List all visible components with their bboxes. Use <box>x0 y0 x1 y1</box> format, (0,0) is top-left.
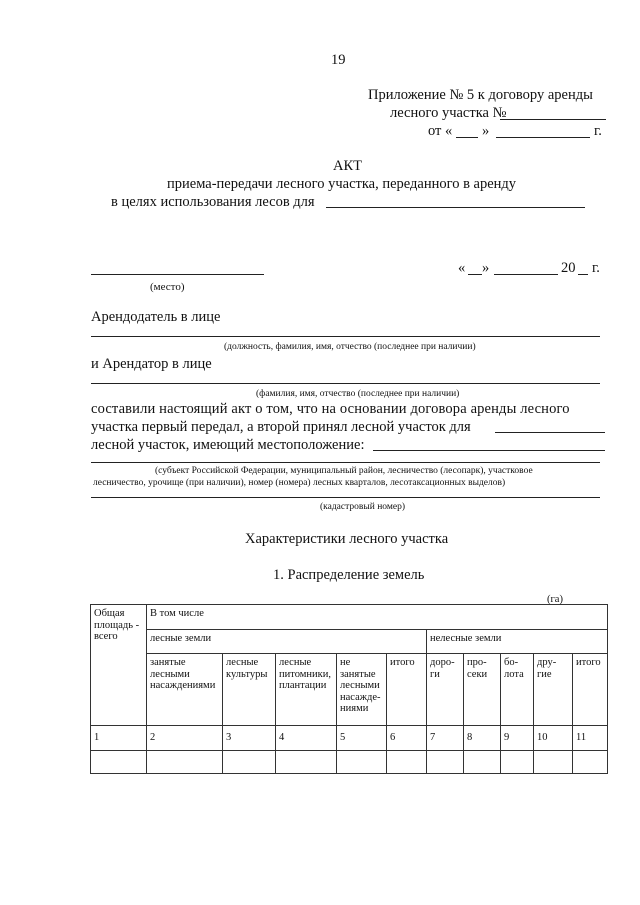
including-header: В том числе <box>147 605 608 630</box>
body-line-1: составили настоящий акт о том, что на основании договора аренды лесного <box>91 401 570 417</box>
appendix-day-field[interactable] <box>456 137 478 138</box>
act-month-field[interactable] <box>494 274 558 275</box>
act-subtitle-1: приема-передачи лесного участка, переданного в аренду <box>167 176 517 192</box>
location-hint-2: лесничество, урочище (при наличии), номер (номера) лесных кварталов, лесотаксационных выделов) <box>93 478 506 488</box>
location-hint-1: (субъект Российской Федерации, муниципальный район, лесничество (лесопарк), участковое <box>155 466 533 476</box>
column-header: итого <box>387 654 427 726</box>
data-cell[interactable] <box>387 751 427 774</box>
total-area-header: Общая площадь - всего <box>91 605 147 726</box>
date-close-quote: » <box>482 260 490 276</box>
column-header: занятые лесными насаждениями <box>147 654 223 726</box>
lessee-hint: (фамилия, имя, отчество (последнее при наличии) <box>256 389 460 399</box>
lessee-label: и Арендатор в лице <box>91 356 212 372</box>
column-header: дру-гие <box>534 654 573 726</box>
data-cell[interactable] <box>223 751 276 774</box>
column-number: 1 <box>91 726 147 751</box>
column-number: 5 <box>337 726 387 751</box>
column-header: не занятые лесными насажде-ниями <box>337 654 387 726</box>
column-header: бо-лота <box>501 654 534 726</box>
column-number: 11 <box>573 726 608 751</box>
year-suffix: г. <box>592 260 600 276</box>
place-label: (место) <box>150 281 185 293</box>
act-year-field[interactable] <box>578 274 588 275</box>
column-header: доро-ги <box>427 654 464 726</box>
lessor-label: Арендодатель в лице <box>91 309 221 325</box>
data-cell[interactable] <box>276 751 337 774</box>
purpose-field[interactable] <box>326 207 585 208</box>
cadastral-field[interactable] <box>91 497 600 498</box>
data-cell[interactable] <box>337 751 387 774</box>
place-field[interactable] <box>91 274 264 275</box>
column-number: 4 <box>276 726 337 751</box>
cadastral-hint: (кадастровый номер) <box>320 502 406 512</box>
appendix-line-1: Приложение № 5 к договору аренды <box>368 87 593 103</box>
appendix-date-prefix: от « <box>428 123 453 139</box>
lessee-field[interactable] <box>91 383 600 384</box>
lessor-hint: (должность, фамилия, имя, отчество (последнее при наличии) <box>224 342 476 352</box>
column-number: 9 <box>501 726 534 751</box>
column-header: лесные питомники, плантации <box>276 654 337 726</box>
contract-number-field[interactable] <box>500 119 606 120</box>
location-field-2[interactable] <box>91 462 600 463</box>
data-cell[interactable] <box>534 751 573 774</box>
data-cell[interactable] <box>427 751 464 774</box>
column-number: 3 <box>223 726 276 751</box>
act-subtitle-2: в целях использования лесов для <box>111 194 315 210</box>
nonforest-lands-header: нелесные земли <box>427 630 608 654</box>
appendix-date-suffix: г. <box>594 123 602 139</box>
column-number: 6 <box>387 726 427 751</box>
section-title: Характеристики лесного участка <box>245 531 449 547</box>
column-header: лесные культуры <box>223 654 276 726</box>
act-day-field[interactable] <box>468 274 482 275</box>
land-distribution-table <box>90 604 608 774</box>
purpose-field-2[interactable] <box>495 432 605 433</box>
appendix-month-field[interactable] <box>496 137 590 138</box>
year-prefix: 20 <box>561 260 576 276</box>
lessor-field[interactable] <box>91 336 600 337</box>
data-cell[interactable] <box>147 751 223 774</box>
column-number: 8 <box>464 726 501 751</box>
table-title: 1. Распределение земель <box>273 567 425 583</box>
body-line-3: лесной участок, имеющий местоположение: <box>91 437 365 453</box>
data-cell[interactable] <box>464 751 501 774</box>
body-line-2: участка первый передал, а второй принял лесной участок для <box>91 419 471 435</box>
data-cell[interactable] <box>573 751 608 774</box>
act-title: АКТ <box>333 158 362 174</box>
column-header: итого <box>573 654 608 726</box>
unit-label: (га) <box>547 594 563 605</box>
location-field[interactable] <box>373 450 605 451</box>
data-cell[interactable] <box>501 751 534 774</box>
column-number: 10 <box>534 726 573 751</box>
column-number: 7 <box>427 726 464 751</box>
page-number: 19 <box>331 52 346 68</box>
data-cell[interactable] <box>91 751 147 774</box>
column-header: про-секи <box>464 654 501 726</box>
column-number: 2 <box>147 726 223 751</box>
appendix-date-mid: » <box>482 123 490 139</box>
forest-lands-header: лесные земли <box>147 630 427 654</box>
date-open-quote: « <box>458 260 466 276</box>
appendix-line-2: лесного участка № <box>390 105 507 121</box>
